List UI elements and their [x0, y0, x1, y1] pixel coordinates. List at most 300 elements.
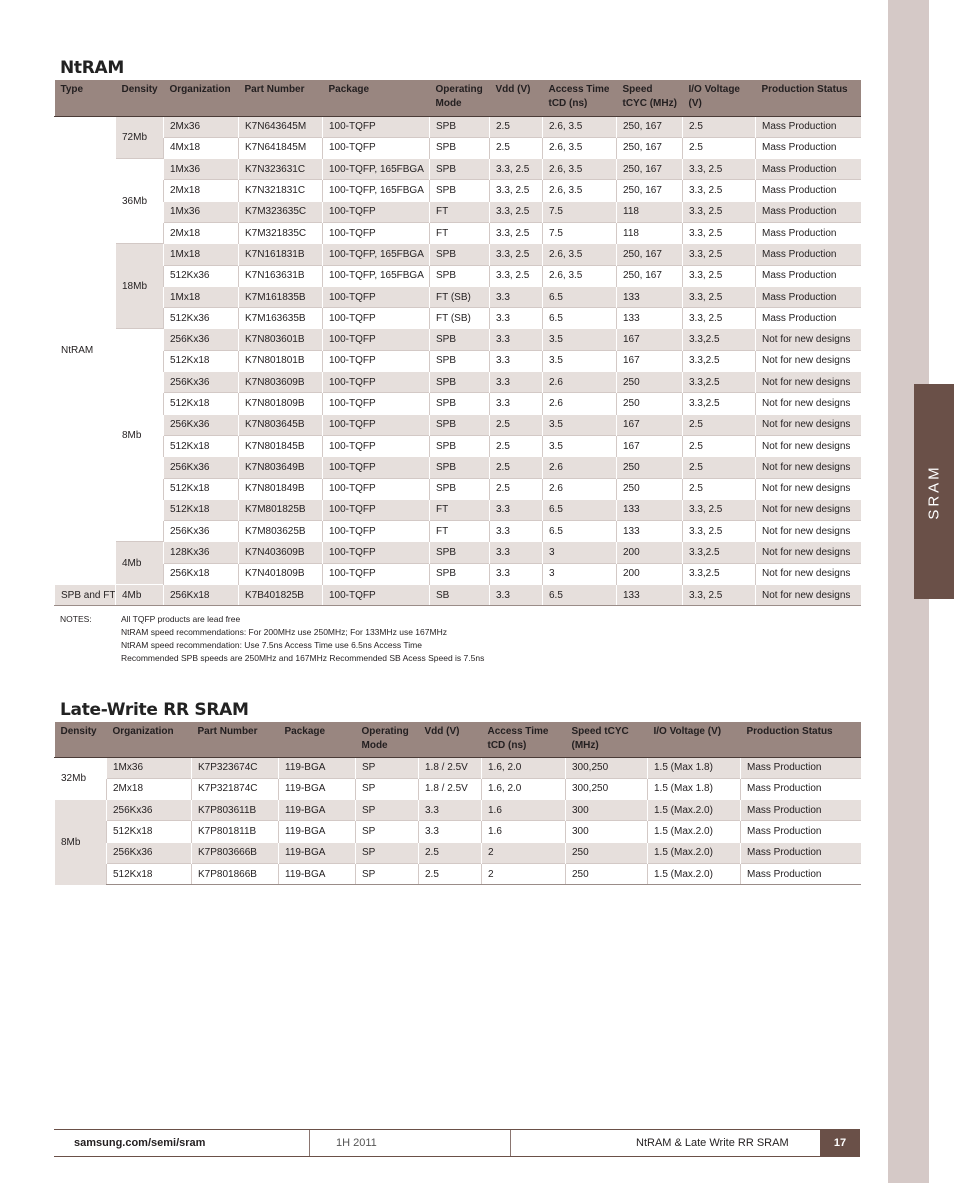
table-cell: 6.5 — [543, 585, 617, 606]
table-cell: 250, 167 — [617, 180, 683, 201]
table-cell: Not for new designs — [756, 414, 861, 435]
table-cell: 3.3, 2.5 — [490, 180, 543, 201]
table-cell: 119-BGA — [279, 842, 356, 863]
table-cell: 100-TQFP — [323, 478, 430, 499]
table-cell: 1Mx36 — [107, 757, 192, 778]
table-cell: 3.3 — [490, 393, 543, 414]
table-row — [55, 585, 861, 606]
table-cell: 2Mx36 — [164, 116, 239, 137]
table-cell: K7M163635B — [239, 308, 323, 329]
table-cell: 167 — [617, 329, 683, 350]
table-cell: 2.5 — [490, 137, 543, 158]
table-cell: Not for new designs — [756, 499, 861, 520]
table-cell: Mass Production — [756, 286, 861, 307]
table-cell: Mass Production — [756, 222, 861, 243]
table-cell: 118 — [617, 222, 683, 243]
column-header: Organization — [107, 722, 192, 757]
table-cell: 1.5 (Max.2.0) — [648, 842, 741, 863]
table-cell: 167 — [617, 414, 683, 435]
table-cell: K7N801801B — [239, 350, 323, 371]
ntram-table — [54, 80, 861, 606]
table-cell: SPB — [430, 116, 490, 137]
ntram-title: NtRAM — [60, 58, 125, 78]
table-cell: 250, 167 — [617, 116, 683, 137]
table-cell: 256Kx18 — [164, 563, 239, 584]
table-cell: 300 — [566, 821, 648, 842]
table-row — [55, 435, 861, 456]
table-cell: K7M161835B — [239, 286, 323, 307]
column-header: Production Status — [756, 80, 861, 116]
table-cell: SPB — [430, 478, 490, 499]
table-cell: 100-TQFP, 165FBGA — [323, 180, 430, 201]
table-cell: 3.3,2.5 — [683, 372, 756, 393]
table-cell: K7N161831B — [239, 244, 323, 265]
table-cell: K7N803601B — [239, 329, 323, 350]
table-cell: Not for new designs — [756, 542, 861, 563]
table-cell: Mass Production — [741, 757, 861, 778]
table-cell: Mass Production — [756, 265, 861, 286]
table-cell: 133 — [617, 521, 683, 542]
table-cell: 2.5 — [683, 435, 756, 456]
table-cell: K7M323635C — [239, 201, 323, 222]
table-cell: K7P803666B — [192, 842, 279, 863]
section-side-tab[interactable] — [914, 384, 954, 599]
table-cell: K7N643645M — [239, 116, 323, 137]
table-cell: 4Mb — [116, 542, 164, 585]
table-cell: 3.3 — [419, 821, 482, 842]
table-cell: 512Kx36 — [164, 265, 239, 286]
table-cell: 2.5 — [419, 863, 482, 884]
table-cell: 1.6, 2.0 — [482, 757, 566, 778]
table-row — [55, 393, 861, 414]
table-cell: 100-TQFP — [323, 116, 430, 137]
table-cell: 2.5 — [683, 457, 756, 478]
table-cell: 250, 167 — [617, 137, 683, 158]
table-cell: 3.3, 2.5 — [683, 286, 756, 307]
table-cell: 2.6, 3.5 — [543, 265, 617, 286]
table-cell: 1.5 (Max 1.8) — [648, 778, 741, 799]
table-cell: 6.5 — [543, 286, 617, 307]
table-cell: SP — [356, 821, 419, 842]
page-number: 17 — [820, 1130, 860, 1156]
table-cell: 133 — [617, 286, 683, 307]
table-row — [55, 286, 861, 307]
table-cell: 128Kx36 — [164, 542, 239, 563]
table-cell: 3.3, 2.5 — [683, 180, 756, 201]
table-cell: SPB — [430, 244, 490, 265]
table-cell: 7.5 — [543, 201, 617, 222]
table-cell: 256Kx36 — [164, 457, 239, 478]
table-cell: Mass Production — [741, 800, 861, 821]
table-cell: K7N803645B — [239, 414, 323, 435]
table-cell: 250 — [617, 478, 683, 499]
table-cell: FT — [430, 521, 490, 542]
table-cell: FT (SB) — [430, 308, 490, 329]
table-cell: 100-TQFP — [323, 435, 430, 456]
table-cell: SPB — [430, 435, 490, 456]
table-cell: 3 — [543, 542, 617, 563]
table-cell: 3.3,2.5 — [683, 350, 756, 371]
table-cell: K7M803625B — [239, 521, 323, 542]
table-cell: 3.3, 2.5 — [683, 159, 756, 180]
table-cell: 200 — [617, 542, 683, 563]
table-cell: Not for new designs — [756, 478, 861, 499]
table-cell: 3.3, 2.5 — [490, 244, 543, 265]
table-cell: Not for new designs — [756, 393, 861, 414]
table-row — [55, 265, 861, 286]
table-cell: 512Kx18 — [107, 863, 192, 884]
table-cell: 3.3, 2.5 — [683, 308, 756, 329]
column-header: Production Status — [741, 722, 861, 757]
latewrite-table — [54, 722, 861, 885]
table-row — [55, 757, 861, 778]
table-row — [55, 201, 861, 222]
table-cell: 2Mx18 — [164, 222, 239, 243]
table-cell: 100-TQFP — [323, 286, 430, 307]
footer-section: NtRAM & Late Write RR SRAM — [636, 1137, 789, 1149]
table-cell: 100-TQFP — [323, 585, 430, 606]
table-cell: Mass Production — [741, 863, 861, 884]
table-cell: 100-TQFP — [323, 329, 430, 350]
side-tab-label: SRAM — [925, 463, 943, 520]
table-cell: SPB — [430, 137, 490, 158]
footer-url-link[interactable]: samsung.com/semi/sram — [74, 1137, 206, 1149]
column-header: Vdd (V) — [419, 722, 482, 757]
column-header: Package — [279, 722, 356, 757]
table-cell: SP — [356, 778, 419, 799]
table-cell: 1.6, 2.0 — [482, 778, 566, 799]
column-header: I/O Voltage (V) — [683, 80, 756, 116]
table-cell: 3.3, 2.5 — [683, 201, 756, 222]
footer-divider — [309, 1130, 310, 1156]
table-cell: K7N163631B — [239, 265, 323, 286]
column-header: Access Time tCD (ns) — [482, 722, 566, 757]
table-cell: 3.3, 2.5 — [683, 499, 756, 520]
table-cell: 3.5 — [543, 414, 617, 435]
table-cell: Mass Production — [756, 159, 861, 180]
table-cell: 3.3 — [490, 585, 543, 606]
table-cell: 250 — [617, 457, 683, 478]
table-cell: 300,250 — [566, 757, 648, 778]
table-cell: 2.5 — [683, 414, 756, 435]
table-cell: 3.3, 2.5 — [490, 159, 543, 180]
table-cell: 3.5 — [543, 350, 617, 371]
table-row — [55, 842, 861, 863]
table-cell: 100-TQFP — [323, 542, 430, 563]
table-cell: 3.3 — [490, 329, 543, 350]
table-cell: 250 — [566, 863, 648, 884]
table-cell: K7N321831C — [239, 180, 323, 201]
table-cell: 100-TQFP, 165FBGA — [323, 159, 430, 180]
footer-period: 1H 2011 — [336, 1137, 377, 1149]
note-line: NtRAM speed recommendations: For 200MHz use 250MHz; For 133MHz use 167MHz — [121, 627, 447, 637]
table-cell: 6.5 — [543, 499, 617, 520]
column-header: Vdd (V) — [490, 80, 543, 116]
table-row — [55, 137, 861, 158]
table-cell: 2.6, 3.5 — [543, 137, 617, 158]
table-cell: 1.5 (Max.2.0) — [648, 800, 741, 821]
table-cell: 2.5 — [683, 137, 756, 158]
table-row — [55, 116, 861, 137]
table-cell: 133 — [617, 499, 683, 520]
table-cell: 3.3 — [490, 521, 543, 542]
table-cell: 1.8 / 2.5V — [419, 778, 482, 799]
table-row — [55, 800, 861, 821]
table-cell: 119-BGA — [279, 800, 356, 821]
table-cell: Mass Production — [756, 180, 861, 201]
table-cell: 300,250 — [566, 778, 648, 799]
table-cell: 7.5 — [543, 222, 617, 243]
table-row — [55, 159, 861, 180]
table-cell: 3.3 — [419, 800, 482, 821]
table-cell: 250 — [566, 842, 648, 863]
table-cell: 512Kx18 — [164, 435, 239, 456]
table-cell: K7P803611B — [192, 800, 279, 821]
table-cell: 2 — [482, 863, 566, 884]
table-cell: 119-BGA — [279, 863, 356, 884]
table-cell: 100-TQFP — [323, 521, 430, 542]
notes-label: NOTES: — [60, 614, 92, 624]
table-cell: Not for new designs — [756, 435, 861, 456]
table-cell: 100-TQFP — [323, 414, 430, 435]
table-cell: 100-TQFP — [323, 372, 430, 393]
table-cell: K7N803609B — [239, 372, 323, 393]
table-cell: 100-TQFP — [323, 137, 430, 158]
table-cell: 3.3, 2.5 — [683, 585, 756, 606]
column-header: Part Number — [239, 80, 323, 116]
table-cell: Mass Production — [741, 821, 861, 842]
footer-divider — [510, 1130, 511, 1156]
table-cell: SPB — [430, 457, 490, 478]
table-cell: 250, 167 — [617, 244, 683, 265]
table-cell: 2.6 — [543, 372, 617, 393]
latewrite-title: Late-Write RR SRAM — [60, 700, 249, 720]
table-cell: 3.3, 2.5 — [490, 222, 543, 243]
table-cell: 3.3, 2.5 — [683, 244, 756, 265]
table-cell: 3.3, 2.5 — [683, 265, 756, 286]
column-header: Density — [55, 722, 107, 757]
column-header: Package — [323, 80, 430, 116]
table-cell: 3.3 — [490, 499, 543, 520]
table-cell: SPB — [430, 350, 490, 371]
table-row — [55, 521, 861, 542]
table-cell: 72Mb — [116, 116, 164, 159]
table-cell: 100-TQFP — [323, 222, 430, 243]
table-cell: K7N403609B — [239, 542, 323, 563]
table-cell: 3.3,2.5 — [683, 393, 756, 414]
table-row — [55, 329, 861, 350]
table-row — [55, 414, 861, 435]
table-cell: 3.5 — [543, 329, 617, 350]
table-row — [55, 478, 861, 499]
table-row — [55, 350, 861, 371]
table-cell: 167 — [617, 350, 683, 371]
table-cell: 18Mb — [116, 244, 164, 329]
table-cell: 3.3, 2.5 — [490, 265, 543, 286]
table-cell: K7N801809B — [239, 393, 323, 414]
table-cell: K7N801849B — [239, 478, 323, 499]
table-cell: FT (SB) — [430, 286, 490, 307]
table-cell: 2.6, 3.5 — [543, 180, 617, 201]
table-cell: 6.5 — [543, 308, 617, 329]
column-header: I/O Voltage (V) — [648, 722, 741, 757]
table-cell: 2 — [482, 842, 566, 863]
table-cell: Not for new designs — [756, 350, 861, 371]
table-cell: 300 — [566, 800, 648, 821]
table-row — [55, 821, 861, 842]
column-header: Operating Mode — [356, 722, 419, 757]
table-cell: 256Kx36 — [107, 800, 192, 821]
table-row — [55, 308, 861, 329]
note-line: Recommended SPB speeds are 250MHz and 167MHz Recommended SB Acess Speed is 7.5ns — [121, 653, 485, 663]
table-cell: 3 — [543, 563, 617, 584]
column-header: Speed tCYC (MHz) — [617, 80, 683, 116]
table-cell: K7N323631C — [239, 159, 323, 180]
table-cell: 167 — [617, 435, 683, 456]
table-cell: 2.5 — [419, 842, 482, 863]
table-cell: 3.3 — [490, 542, 543, 563]
table-cell: 36Mb — [116, 159, 164, 244]
table-cell: 2Mx18 — [107, 778, 192, 799]
table-cell: 3.3 — [490, 286, 543, 307]
table-row — [55, 222, 861, 243]
table-cell: 133 — [617, 585, 683, 606]
table-cell: 3.3 — [490, 372, 543, 393]
table-cell: 119-BGA — [279, 757, 356, 778]
table-cell: 100-TQFP — [323, 201, 430, 222]
table-cell: 2.5 — [683, 478, 756, 499]
column-header: Density — [116, 80, 164, 116]
table-cell: SPB — [430, 414, 490, 435]
table-row — [55, 372, 861, 393]
table-cell: 4Mx18 — [164, 137, 239, 158]
table-cell: Not for new designs — [756, 329, 861, 350]
table-cell: 200 — [617, 563, 683, 584]
table-cell: K7P323674C — [192, 757, 279, 778]
table-cell: 3.3, 2.5 — [683, 222, 756, 243]
table-cell: 8Mb — [116, 329, 164, 542]
table-cell: Mass Production — [756, 137, 861, 158]
table-cell: 100-TQFP — [323, 563, 430, 584]
table-cell: Not for new designs — [756, 372, 861, 393]
table-cell: 119-BGA — [279, 778, 356, 799]
table-cell: 256Kx36 — [164, 329, 239, 350]
column-header: Type — [55, 80, 116, 116]
table-cell: 512Kx18 — [164, 350, 239, 371]
table-cell: 6.5 — [543, 521, 617, 542]
table-cell: 3.5 — [543, 435, 617, 456]
table-cell: 32Mb — [55, 757, 107, 800]
table-cell: SPB — [430, 563, 490, 584]
table-cell: Mass Production — [756, 244, 861, 265]
table-cell: SPB — [430, 372, 490, 393]
table-cell: SP — [356, 842, 419, 863]
table-cell: 2Mx18 — [164, 180, 239, 201]
table-cell: K7N803649B — [239, 457, 323, 478]
table-cell: SPB — [430, 393, 490, 414]
table-cell: 1Mx36 — [164, 159, 239, 180]
table-cell: SPB — [430, 159, 490, 180]
table-cell: 4Mb — [116, 585, 164, 606]
table-row — [55, 778, 861, 799]
table-cell: K7P321874C — [192, 778, 279, 799]
table-cell: 100-TQFP — [323, 457, 430, 478]
table-cell: 2.5 — [490, 478, 543, 499]
table-cell: 100-TQFP — [323, 350, 430, 371]
column-header: Speed tCYC (MHz) — [566, 722, 648, 757]
table-cell: 3.3,2.5 — [683, 563, 756, 584]
table-cell: 3.3,2.5 — [683, 542, 756, 563]
table-cell: 1.6 — [482, 821, 566, 842]
note-line: All TQFP products are lead free — [121, 614, 241, 624]
column-header: Operating Mode — [430, 80, 490, 116]
table-cell: 256Kx36 — [164, 414, 239, 435]
table-cell: SPB — [430, 542, 490, 563]
table-cell: K7M321835C — [239, 222, 323, 243]
table-cell: SPB — [430, 329, 490, 350]
table-cell: 2.5 — [683, 116, 756, 137]
table-cell: 118 — [617, 201, 683, 222]
table-cell: SP — [356, 757, 419, 778]
table-cell: NtRAM — [55, 116, 116, 585]
table-cell: 250, 167 — [617, 265, 683, 286]
table-cell: FT — [430, 201, 490, 222]
table-cell: 100-TQFP — [323, 499, 430, 520]
table-row — [55, 863, 861, 884]
table-cell: 2.6, 3.5 — [543, 159, 617, 180]
table-cell: 3.3, 2.5 — [490, 201, 543, 222]
table-cell: 1Mx36 — [164, 201, 239, 222]
table-row — [55, 180, 861, 201]
table-cell: 3.3, 2.5 — [683, 521, 756, 542]
table-cell: 512Kx18 — [164, 499, 239, 520]
table-cell: SPB — [430, 265, 490, 286]
table-cell: SP — [356, 863, 419, 884]
table-cell: 256Kx36 — [107, 842, 192, 863]
table-cell: Not for new designs — [756, 521, 861, 542]
table-cell: Not for new designs — [756, 457, 861, 478]
table-cell: K7M801825B — [239, 499, 323, 520]
table-row — [55, 457, 861, 478]
table-row — [55, 499, 861, 520]
table-cell: 1.8 / 2.5V — [419, 757, 482, 778]
table-cell: 100-TQFP, 165FBGA — [323, 265, 430, 286]
table-cell: 1.5 (Max.2.0) — [648, 821, 741, 842]
table-cell: 2.6 — [543, 478, 617, 499]
table-cell: Mass Production — [756, 116, 861, 137]
table-cell: 8Mb — [55, 800, 107, 885]
table-cell: SPB and FT — [55, 585, 116, 606]
table-cell: K7N401809B — [239, 563, 323, 584]
table-cell: 119-BGA — [279, 821, 356, 842]
table-cell: 3.3 — [490, 308, 543, 329]
table-cell: 1.6 — [482, 800, 566, 821]
table-cell: 2.6 — [543, 457, 617, 478]
table-cell: 250 — [617, 372, 683, 393]
table-cell: 512Kx18 — [164, 478, 239, 499]
table-cell: SP — [356, 800, 419, 821]
table-cell: 100-TQFP, 165FBGA — [323, 244, 430, 265]
table-cell: 1.5 (Max 1.8) — [648, 757, 741, 778]
column-header: Organization — [164, 80, 239, 116]
table-cell: 100-TQFP — [323, 308, 430, 329]
table-cell: 2.6 — [543, 393, 617, 414]
table-cell: 1Mx18 — [164, 286, 239, 307]
table-cell: 512Kx18 — [164, 393, 239, 414]
table-cell: Mass Production — [756, 308, 861, 329]
table-cell: 2.5 — [490, 414, 543, 435]
table-cell: 2.6, 3.5 — [543, 244, 617, 265]
